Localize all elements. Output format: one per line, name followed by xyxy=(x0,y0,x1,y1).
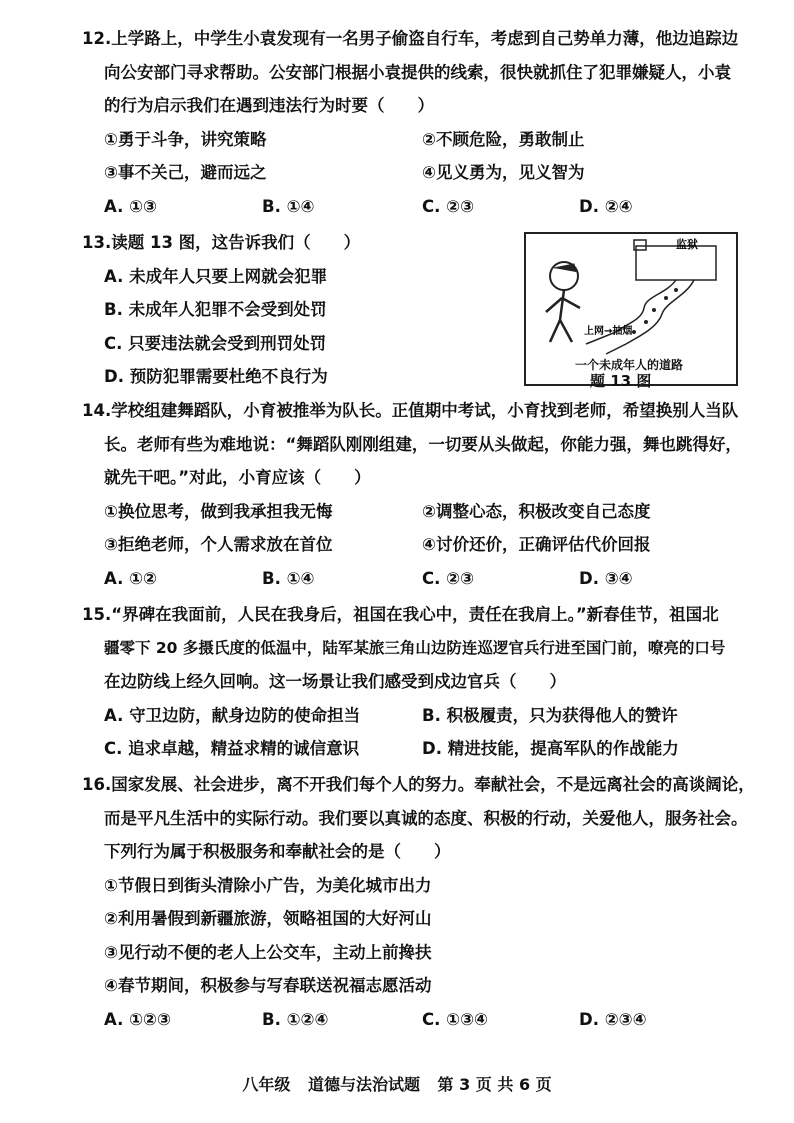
option-c[interactable]: C. 追求卓越，精益求精的诚信意识 xyxy=(104,739,360,758)
option-d[interactable]: D. 精进技能，提高军队的作战能力 xyxy=(422,739,679,758)
question-stem-line: “界碑在我面前，人民在我身后，祖国在我心中，责任在我肩上。”新春佳节，祖国北 xyxy=(111,605,719,624)
question-stem-line: 的行为启示我们在遇到违法行为时要（ ） xyxy=(104,96,434,115)
question-stem-line: 而是平凡生活中的实际行动。我们要以真诚的态度、积极的行动，关爱他人，服务社会。 xyxy=(104,808,748,828)
option-d[interactable]: D. ③④ xyxy=(579,568,633,588)
statement-2: ②利用暑假到新疆旅游，领略祖国的大好河山 xyxy=(104,909,432,928)
option-b[interactable]: B. ①②④ xyxy=(262,1009,329,1029)
statement-4: ④讨价还价，正确评估代价回报 xyxy=(422,535,651,554)
footer-subject: 道德与法治试题 xyxy=(307,1075,420,1094)
statement-1: ①换位思考，做到我承担我无悔 xyxy=(104,501,333,521)
question-stem-line: 向公安部门寻求帮助。公安部门根据小袁提供的线索，很快就抓住了犯罪嫌疑人，小袁 xyxy=(104,62,731,82)
statement-3: ③拒绝老师，个人需求放在首位 xyxy=(104,535,333,554)
question-number: 14. xyxy=(82,401,112,420)
option-a[interactable]: A. 未成年人只要上网就会犯罪 xyxy=(104,266,328,286)
option-c[interactable]: C. 只要违法就会受到刑罚处罚 xyxy=(104,333,327,353)
question-15 xyxy=(82,598,742,766)
person-body xyxy=(546,290,580,342)
question-13 xyxy=(82,226,502,394)
option-d[interactable]: D. 预防犯罪需要杜绝不良行为 xyxy=(104,367,328,386)
statement-4: ④春节期间，积极参与写春联送祝福志愿活动 xyxy=(104,976,432,995)
figure-caption: 题 13 图 xyxy=(590,372,652,390)
question-stem-line: 读题 13 图，这告诉我们（ ） xyxy=(111,233,361,252)
question-number: 15. xyxy=(82,605,112,624)
option-b[interactable]: B. 积极履责，只为获得他人的赞许 xyxy=(422,705,678,725)
figure-13 xyxy=(524,232,738,386)
statement-4: ④见义勇为，见义智为 xyxy=(422,163,585,182)
option-a[interactable]: A. ①③ xyxy=(104,196,158,216)
footer-page-number: 第 3 页 共 6 页 xyxy=(437,1075,552,1094)
option-c[interactable]: C. ②③ xyxy=(422,568,475,588)
prison-building xyxy=(636,246,716,280)
path-label: 上网→抽烟 xyxy=(584,326,633,337)
option-b[interactable]: B. ①④ xyxy=(262,568,315,588)
page-footer xyxy=(0,1072,794,1095)
option-a[interactable]: A. ①② xyxy=(104,568,158,588)
statement-1: ①节假日到街头清除小广告，为美化城市出力 xyxy=(104,875,432,895)
road-label: 一个未成年人的道路 xyxy=(574,358,683,372)
question-stem-line: 在边防线上经久回响。这一场景让我们感受到戍边官兵（ ） xyxy=(104,672,566,691)
question-stem-line: 下列行为属于积极服务和奉献社会的是（ ） xyxy=(104,842,451,861)
question-14 xyxy=(82,394,742,595)
statement-2: ②不顾危险，勇敢制止 xyxy=(422,129,585,149)
question-stem-line: 上学路上，中学生小袁发现有一名男子偷盗自行车，考虑到自己势单力薄，他边追踪边 xyxy=(111,29,739,48)
cartoon-illustration xyxy=(526,234,732,358)
option-a[interactable]: A. ①②③ xyxy=(104,1009,171,1029)
statement-3: ③事不关己，避而远之 xyxy=(104,163,267,182)
road-edge xyxy=(606,280,694,354)
question-number: 16. xyxy=(82,775,112,794)
question-stem-line: 就先干吧。”对此，小育应该（ ） xyxy=(104,468,371,487)
option-a[interactable]: A. 守卫边防，献身边防的使命担当 xyxy=(104,705,361,725)
question-16 xyxy=(82,768,755,1036)
option-c[interactable]: C. ②③ xyxy=(422,196,475,216)
statement-1: ①勇于斗争，讲究策略 xyxy=(104,129,267,149)
question-number: 13. xyxy=(82,233,112,252)
statement-3: ③见行动不便的老人上公交车，主动上前搀扶 xyxy=(104,942,432,962)
option-c[interactable]: C. ①③④ xyxy=(422,1009,489,1029)
footer-grade: 八年级 xyxy=(242,1075,291,1094)
question-12 xyxy=(82,22,742,223)
prison-label: 监狱 xyxy=(676,238,698,251)
statement-2: ②调整心态，积极改变自己态度 xyxy=(422,501,651,521)
option-d[interactable]: D. ②④ xyxy=(579,196,633,216)
question-stem-line: 国家发展、社会进步，离不开我们每个人的努力。奉献社会，不是远离社会的高谈阔论， xyxy=(111,775,755,794)
question-stem-line: 疆零下 20 多摄氏度的低温中，陆军某旅三角山边防连巡逻官兵行进至国门前，嘹亮的口号 xyxy=(104,638,726,657)
option-b[interactable]: B. ①④ xyxy=(262,196,315,216)
option-d[interactable]: D. ②③④ xyxy=(579,1009,647,1029)
question-stem-line: 学校组建舞蹈队，小育被推举为队长。正值期中考试，小育找到老师，希望换别人当队 xyxy=(111,401,739,420)
question-stem-line: 长。老师有些为难地说：“舞蹈队刚刚组建，一切要从头做起，你能力强，舞也跳得好， xyxy=(104,434,742,454)
question-number: 12. xyxy=(82,29,112,48)
option-b[interactable]: B. 未成年人犯罪不会受到处罚 xyxy=(104,300,327,319)
